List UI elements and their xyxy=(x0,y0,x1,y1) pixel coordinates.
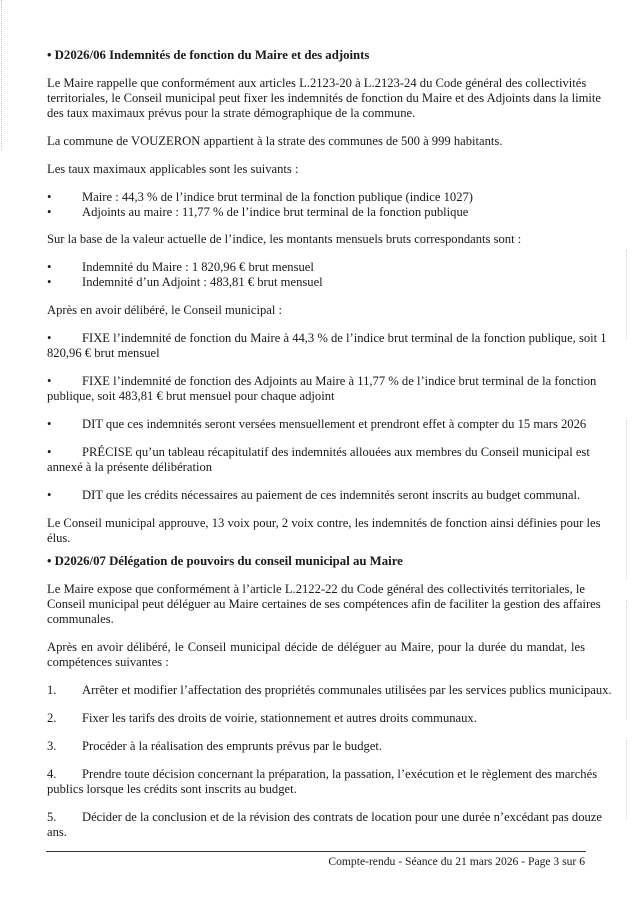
decision-continuation: annexé à la présente délibération xyxy=(47,460,213,474)
list-item-text: Adjoints au maire : 11,77 % de l’indice brut terminal de la fonction publique xyxy=(82,205,469,219)
scan-edge-right xyxy=(626,740,628,820)
decision-text: FIXE l’indemnité de fonction du Maire à 44,3 % de l’indice brut terminal de la fonction publique, soit 1 xyxy=(82,331,607,345)
list-item-text: Maire : 44,3 % de l’indice brut terminal de la fonction publique (indice 1027) xyxy=(82,190,473,204)
competence-item-5 xyxy=(47,810,602,825)
decision-fixe-adjoints xyxy=(47,374,597,389)
decision-text: PRÉCISE qu’un tableau récapitulatif des indemnités allouées aux membres du Conseil municipal est xyxy=(82,445,590,459)
bullet-icon: • xyxy=(47,190,52,204)
list-item-amount-maire xyxy=(47,260,585,275)
item-number: 2. xyxy=(47,711,57,725)
list-item-rate-adjoints xyxy=(47,205,585,220)
decision-continuation: publique, soit 483,81 € brut mensuel pour chaque adjoint xyxy=(47,389,335,403)
competence-item-2 xyxy=(47,711,585,726)
paragraph-strate: La commune de VOUZERON appartient à la strate des communes de 500 à 999 habitants. xyxy=(47,134,503,148)
competence-continuation: publics lorsque les crédits sont inscrits au budget. xyxy=(47,782,297,796)
paragraph-line: Le Maire rappelle que conformément aux articles L.2123-20 à L.2123-24 du Code général des collectivités xyxy=(47,76,587,90)
list-item-amount-adjoint xyxy=(47,275,585,290)
paragraph-line: Conseil municipal peut déléguer au Maire certaines de ses compétences afin de faciliter la gestion des affaires xyxy=(47,597,601,611)
decision-dit-credits xyxy=(47,488,585,503)
item-number: 5. xyxy=(47,810,57,824)
footer-divider xyxy=(46,851,586,852)
competence-text: Arrêter et modifier l’affectation des propriétés communales utilisées par les services publics municipaux. xyxy=(82,683,612,697)
decision-dit-versement xyxy=(47,417,585,432)
bullet-icon: • xyxy=(47,445,52,459)
scan-edge-right xyxy=(626,600,628,720)
decision-continuation: 820,96 € brut mensuel xyxy=(47,346,160,360)
paragraph-line: communales. xyxy=(47,612,114,626)
section-heading-d2026-06: • D2026/06 Indemnités de fonction du Maire et des adjoints xyxy=(47,48,370,62)
bullet-icon: • xyxy=(47,488,52,502)
paragraph-line: Après en avoir délibéré, le Conseil municipal décide de déléguer au Maire, pour la durée du mandat, les xyxy=(47,640,585,654)
competence-text: Prendre toute décision concernant la préparation, la passation, l’exécution et le règlement des marchés xyxy=(82,767,598,781)
paragraph-line: des taux maximaux prévus pour la strate démographique de la commune. xyxy=(47,106,416,120)
decision-precise-tableau xyxy=(47,445,590,460)
page-footer: Compte-rendu - Séance du 21 mars 2026 - Page 3 sur 6 xyxy=(328,855,585,868)
list-item-rate-maire xyxy=(47,190,585,205)
paragraph-line: Le Maire expose que conformément à l’article L.2122-22 du Code général des collectivités territoriales, le xyxy=(47,582,585,596)
competence-continuation: ans. xyxy=(47,825,67,839)
bullet-icon: • xyxy=(47,205,52,219)
bullet-icon: • xyxy=(47,417,52,431)
list-item-text: Indemnité d’un Adjoint : 483,81 € brut mensuel xyxy=(82,275,323,289)
bullet-icon: • xyxy=(47,331,52,345)
rates-intro: Les taux maximaux applicables sont les suivants : xyxy=(47,162,299,176)
bullet-icon: • xyxy=(47,374,52,388)
list-item-text: Indemnité du Maire : 1 820,96 € brut mensuel xyxy=(82,260,314,274)
item-number: 3. xyxy=(47,739,57,753)
scan-edge-right xyxy=(626,420,628,580)
item-number: 4. xyxy=(47,767,57,781)
scan-edge-left xyxy=(1,0,3,150)
decision-text: DIT que les crédits nécessaires au paiement de ces indemnités seront inscrits au budget communal. xyxy=(82,488,581,502)
competence-item-1 xyxy=(47,683,612,698)
competence-text: Fixer les tarifs des droits de voirie, stationnement et autres droits communaux. xyxy=(82,711,477,725)
vote-result-continuation: élus. xyxy=(47,531,71,545)
amounts-intro: Sur la base de la valeur actuelle de l’indice, les montants mensuels bruts correspondants sont : xyxy=(47,232,522,246)
paragraph-line: compétences suivantes : xyxy=(47,655,169,669)
deliberation-intro: Après en avoir délibéré, le Conseil municipal : xyxy=(47,303,283,317)
decision-text: FIXE l’indemnité de fonction des Adjoints au Maire à 11,77 % de l’indice brut terminal de la fonction xyxy=(82,374,597,388)
bullet-icon: • xyxy=(47,275,52,289)
competence-item-4 xyxy=(47,767,598,782)
competence-text: Décider de la conclusion et de la révision des contrats de location pour une durée n’excédant pas douze xyxy=(82,810,602,824)
bullet-icon: • xyxy=(47,260,52,274)
paragraph-line: territoriales, le Conseil municipal peut fixer les indemnités de fonction du Maire et des Adjoints dans la limite xyxy=(47,91,601,105)
section-heading-d2026-07: • D2026/07 Délégation de pouvoirs du conseil municipal au Maire xyxy=(47,554,403,568)
vote-result: Le Conseil municipal approuve, 13 voix pour, 2 voix contre, les indemnités de fonction ainsi définies pour les xyxy=(47,516,601,530)
decision-fixe-maire xyxy=(47,331,607,346)
item-number: 1. xyxy=(47,683,57,697)
decision-text: DIT que ces indemnités seront versées mensuellement et prendront effet à compter du 15 mars 2026 xyxy=(82,417,587,431)
competence-text: Procéder à la réalisation des emprunts prévus par le budget. xyxy=(82,739,383,753)
competence-item-3 xyxy=(47,739,585,754)
scan-edge-right xyxy=(626,250,628,340)
